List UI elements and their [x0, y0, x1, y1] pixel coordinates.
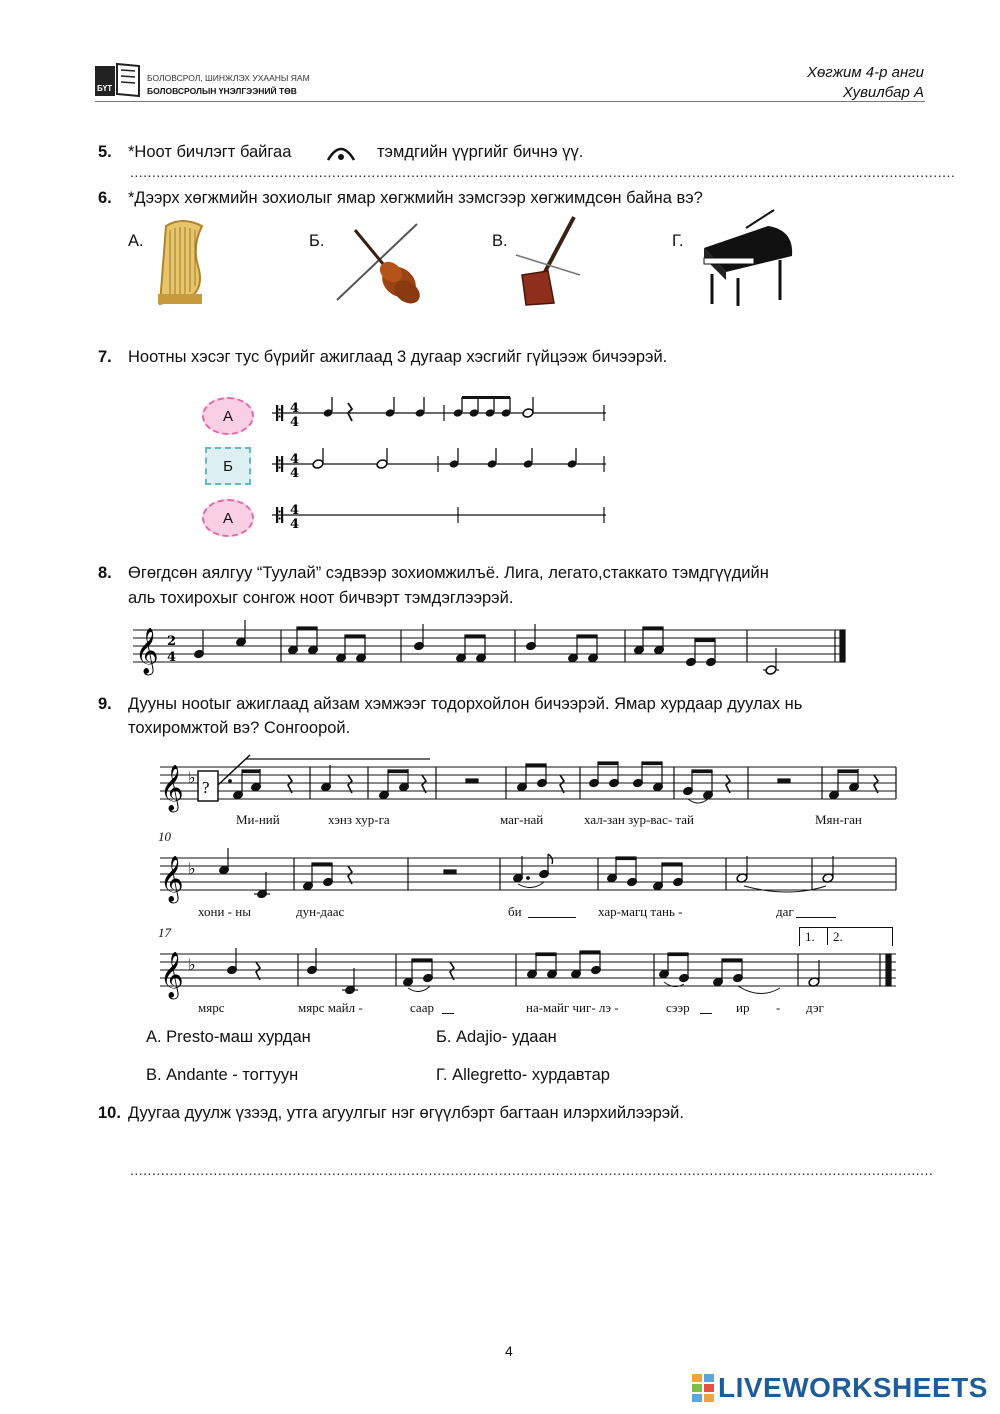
measure-number: 10	[158, 829, 171, 844]
ministry-line2: БОЛОВСРОЛЫН ҮНЭЛГЭЭНИЙ ТӨВ	[147, 86, 297, 96]
option-letter-a: А.	[128, 232, 144, 250]
lyric-extender	[700, 1013, 712, 1014]
brand-text: LIVEWORKSHEETS	[718, 1372, 988, 1403]
logo-text: БҮТ	[97, 84, 113, 93]
song-staff-row2	[160, 846, 900, 906]
time-sig-top: 4	[290, 452, 300, 467]
subject-title: Хөгжим 4-р анги	[806, 64, 924, 81]
volta-2: 2.	[833, 929, 843, 944]
time-sig-bottom: 4	[290, 517, 300, 532]
header-logo	[95, 60, 141, 98]
svg-text:♭: ♭	[188, 768, 196, 787]
question-text: Дуугаа дуулж үзээд, утга агуулгыг нэг өгүүлбэрт багтаан илэрхийлээрэй.	[128, 1104, 684, 1122]
lyric-extender	[442, 1013, 454, 1014]
melody-staff-q8[interactable]	[133, 620, 853, 680]
svg-text:𝄞: 𝄞	[160, 856, 184, 902]
header-underline	[95, 101, 925, 102]
volta-1: 1.	[805, 929, 815, 944]
option-letter-b: Б.	[309, 232, 325, 250]
fermata-icon	[325, 140, 357, 162]
option-letter-c: В.	[492, 232, 508, 250]
meter-question-mark: ?	[202, 778, 210, 797]
lyric: би	[508, 904, 522, 919]
lyric: хал-зан зур-вас- тай	[584, 812, 694, 827]
time-sig-bottom: 4	[167, 650, 177, 665]
lyric: -	[776, 1000, 781, 1015]
question-9-line2: тохиромжтой вэ? Сонгоорой.	[128, 719, 351, 737]
lyric: дун-даас	[296, 904, 345, 919]
liveworksheets-icon	[692, 1374, 716, 1404]
answer-option-b[interactable]: Б. Adajio- удаан	[436, 1028, 557, 1046]
question-5	[98, 140, 291, 164]
rhythm-row-b	[272, 446, 612, 486]
question-text: *Ноот бичлэгт байгаа	[128, 143, 292, 161]
song-staff-row3	[160, 942, 900, 1002]
question-text-line1: Өгөгдсөн аялгуу “Туулай” сэдвээр зохиомжилъё. Лига, легато,стаккато тэмдгүүдийн	[128, 564, 769, 582]
lyric-extender	[528, 917, 576, 918]
row-label-b: Б	[205, 447, 251, 485]
answer-option-d[interactable]: Г. Allegretto- хурдавтар	[436, 1066, 610, 1084]
question-9	[98, 692, 802, 716]
answer-option-a[interactable]: А. Presto-маш хурдан	[146, 1028, 311, 1046]
lyric: сээр	[666, 1000, 690, 1015]
lyric: хэнз хур-га	[328, 812, 390, 827]
lyric-extender	[796, 917, 836, 918]
question-8-line2: аль тохирохыг сонгож ноот бичвэрт тэмдэглээрэй.	[128, 589, 514, 607]
violin-icon[interactable]	[333, 220, 423, 306]
harp-icon[interactable]	[152, 216, 212, 306]
time-sig-bottom: 4	[290, 415, 300, 430]
time-sig-top: 2	[167, 634, 177, 649]
lyric: дэг	[806, 1000, 824, 1015]
lyric: мярс	[198, 1000, 225, 1015]
question-number: 7.	[98, 348, 112, 366]
question-5-after: тэмдгийн үүргийг бичнэ үү.	[377, 143, 584, 161]
option-letter-d: Г.	[672, 232, 684, 250]
svg-text:𝄞: 𝄞	[160, 952, 184, 998]
morin-khuur-icon[interactable]	[514, 215, 584, 307]
rhythm-row-a2[interactable]	[272, 497, 612, 537]
time-sig-bottom: 4	[290, 466, 300, 481]
lyric: даг	[776, 904, 794, 919]
question-10	[98, 1101, 684, 1125]
lyric: саар	[410, 1000, 434, 1015]
answer-option-c[interactable]: В. Andante - тогтуун	[146, 1066, 299, 1084]
lyric: ир	[736, 1000, 750, 1015]
rhythm-row-a1	[272, 395, 612, 435]
row-label-a2: А	[202, 499, 254, 537]
lyric: на-майг чиг- лэ -	[526, 1000, 619, 1015]
svg-text:𝄞: 𝄞	[135, 628, 159, 674]
lyric: хар-магц тань -	[598, 904, 683, 919]
lyric: хони - ны	[198, 904, 251, 919]
time-sig-top: 4	[290, 503, 300, 518]
svg-text:𝄞: 𝄞	[160, 765, 184, 811]
variant-title: Хувилбар А	[842, 84, 924, 101]
svg-text:♭: ♭	[188, 955, 196, 974]
svg-text:♭: ♭	[188, 859, 196, 878]
lyric: мярс майл -	[298, 1000, 363, 1015]
row-label-a1: А	[202, 397, 254, 435]
measure-number: 17	[158, 925, 171, 940]
time-sig-top: 4	[290, 401, 300, 416]
question-number: 8.	[98, 564, 112, 582]
lyric: Мян-ган	[815, 812, 862, 827]
question-text-line1: Дууны нootыг ажиглаад айзам хэмжээг тодорхойлон бичээрэй. Ямар хурдаар дуулах нь	[128, 695, 803, 713]
question-6	[98, 186, 703, 210]
question-text: Ноотны хэсэг тус бүрийг ажиглаад 3 дугаар хэсгийг гүйцээж бичээрэй.	[128, 348, 668, 366]
question-8	[98, 561, 769, 585]
piano-icon[interactable]	[698, 216, 798, 308]
lyric: маг-най	[500, 812, 544, 827]
answer-line-q5[interactable]: ............................................................................................................................................................................................	[130, 164, 956, 180]
question-7	[98, 345, 667, 369]
lyric: Ми-ний	[236, 812, 280, 827]
page-number: 4	[505, 1343, 513, 1359]
question-number: 10.	[98, 1104, 121, 1122]
answer-line-q10[interactable]: .......................................................................................................................................................................................	[130, 1162, 934, 1178]
question-text: *Дээрх хөгжмийн зохиолыг ямар хөгжмийн зэмсгээр хөгжимдсөн байна вэ?	[128, 189, 703, 207]
question-number: 5.	[98, 143, 112, 161]
question-number: 9.	[98, 695, 112, 713]
ministry-line1: БОЛОВСРОЛ, ШИНЖЛЭХ УХААНЫ ЯАМ	[147, 73, 310, 83]
question-number: 6.	[98, 189, 112, 207]
